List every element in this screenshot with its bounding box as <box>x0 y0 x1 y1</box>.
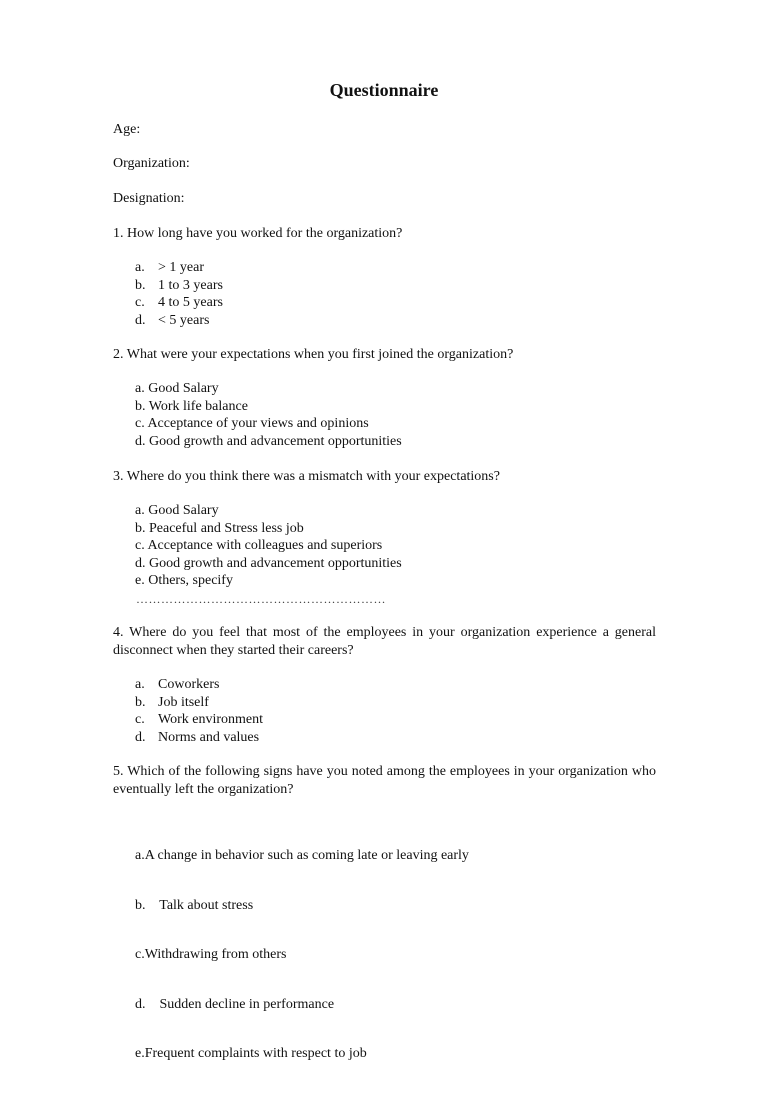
option-text: 1 to 3 years <box>158 277 223 293</box>
option-text: Work environment <box>158 712 264 727</box>
specify-blank-line: …………………………………………………… <box>136 592 386 606</box>
option-letter: c. <box>135 712 145 727</box>
question-4-text: 4. Where do you feel that most of the employees in your organization experience a general disconnect when they started their careers? <box>113 625 656 658</box>
option-item: a. Good Salary <box>135 381 219 396</box>
option-item: d. Good growth and advancement opportunities <box>135 555 402 571</box>
option-text: Norms and values <box>158 729 260 745</box>
option-letter: b. <box>135 277 146 293</box>
option-text: < 5 years <box>158 312 210 328</box>
option-text: Coworkers <box>158 677 220 692</box>
option-item: b. Work life balance <box>135 398 248 414</box>
option-item <box>135 711 263 729</box>
question-1-text: 1. How long have you worked for the organization? <box>113 226 403 241</box>
option-item <box>135 259 223 277</box>
option-item: a.A change in behavior such as coming late or leaving early <box>135 848 469 863</box>
option-letter: d. <box>135 312 146 328</box>
question-3-text: 3. Where do you think there was a mismatch with your expectations? <box>113 469 500 484</box>
question-3-options <box>135 502 402 590</box>
option-text: > 1 year <box>158 260 204 275</box>
option-letter: d. <box>135 729 146 745</box>
question-2-options <box>135 380 402 450</box>
option-item: b. Talk about stress <box>135 897 254 913</box>
question-2-text: 2. What were your expectations when you first joined the organization? <box>113 347 514 362</box>
designation-field-label: Designation: <box>113 191 185 206</box>
option-text: Job itself <box>158 694 209 710</box>
option-item <box>135 694 263 712</box>
option-item: c. Acceptance of your views and opinions <box>135 416 369 431</box>
option-item: b. Peaceful and Stress less job <box>135 520 304 536</box>
option-item: c.Withdrawing from others <box>135 947 287 962</box>
option-letter: c. <box>135 295 145 310</box>
option-item <box>135 312 223 330</box>
option-item: e.Frequent complaints with respect to job <box>135 1046 367 1061</box>
option-item <box>135 277 223 295</box>
option-item: d. Sudden decline in performance <box>135 996 335 1012</box>
option-item: e. Others, specify <box>135 573 233 588</box>
option-letter: a. <box>135 260 145 275</box>
option-item: d. Good growth and advancement opportunities <box>135 433 402 449</box>
option-letter: a. <box>135 677 145 692</box>
page-title: Questionnaire <box>329 80 439 100</box>
option-text: 4 to 5 years <box>158 295 223 310</box>
option-letter: b. <box>135 694 146 710</box>
question-1-options <box>135 259 223 329</box>
option-item <box>135 294 223 312</box>
question-5-options <box>135 815 469 1095</box>
option-item: c. Acceptance with colleagues and superiors <box>135 538 383 553</box>
option-item <box>135 676 263 694</box>
question-5-text: 5. Which of the following signs have you noted among the employees in your organization who eventually left the organization? <box>113 764 656 797</box>
option-item <box>135 729 263 747</box>
option-item: a. Good Salary <box>135 503 219 518</box>
question-4-options <box>135 676 263 746</box>
age-field-label: Age: <box>113 122 141 137</box>
organization-field-label: Organization: <box>113 156 190 171</box>
